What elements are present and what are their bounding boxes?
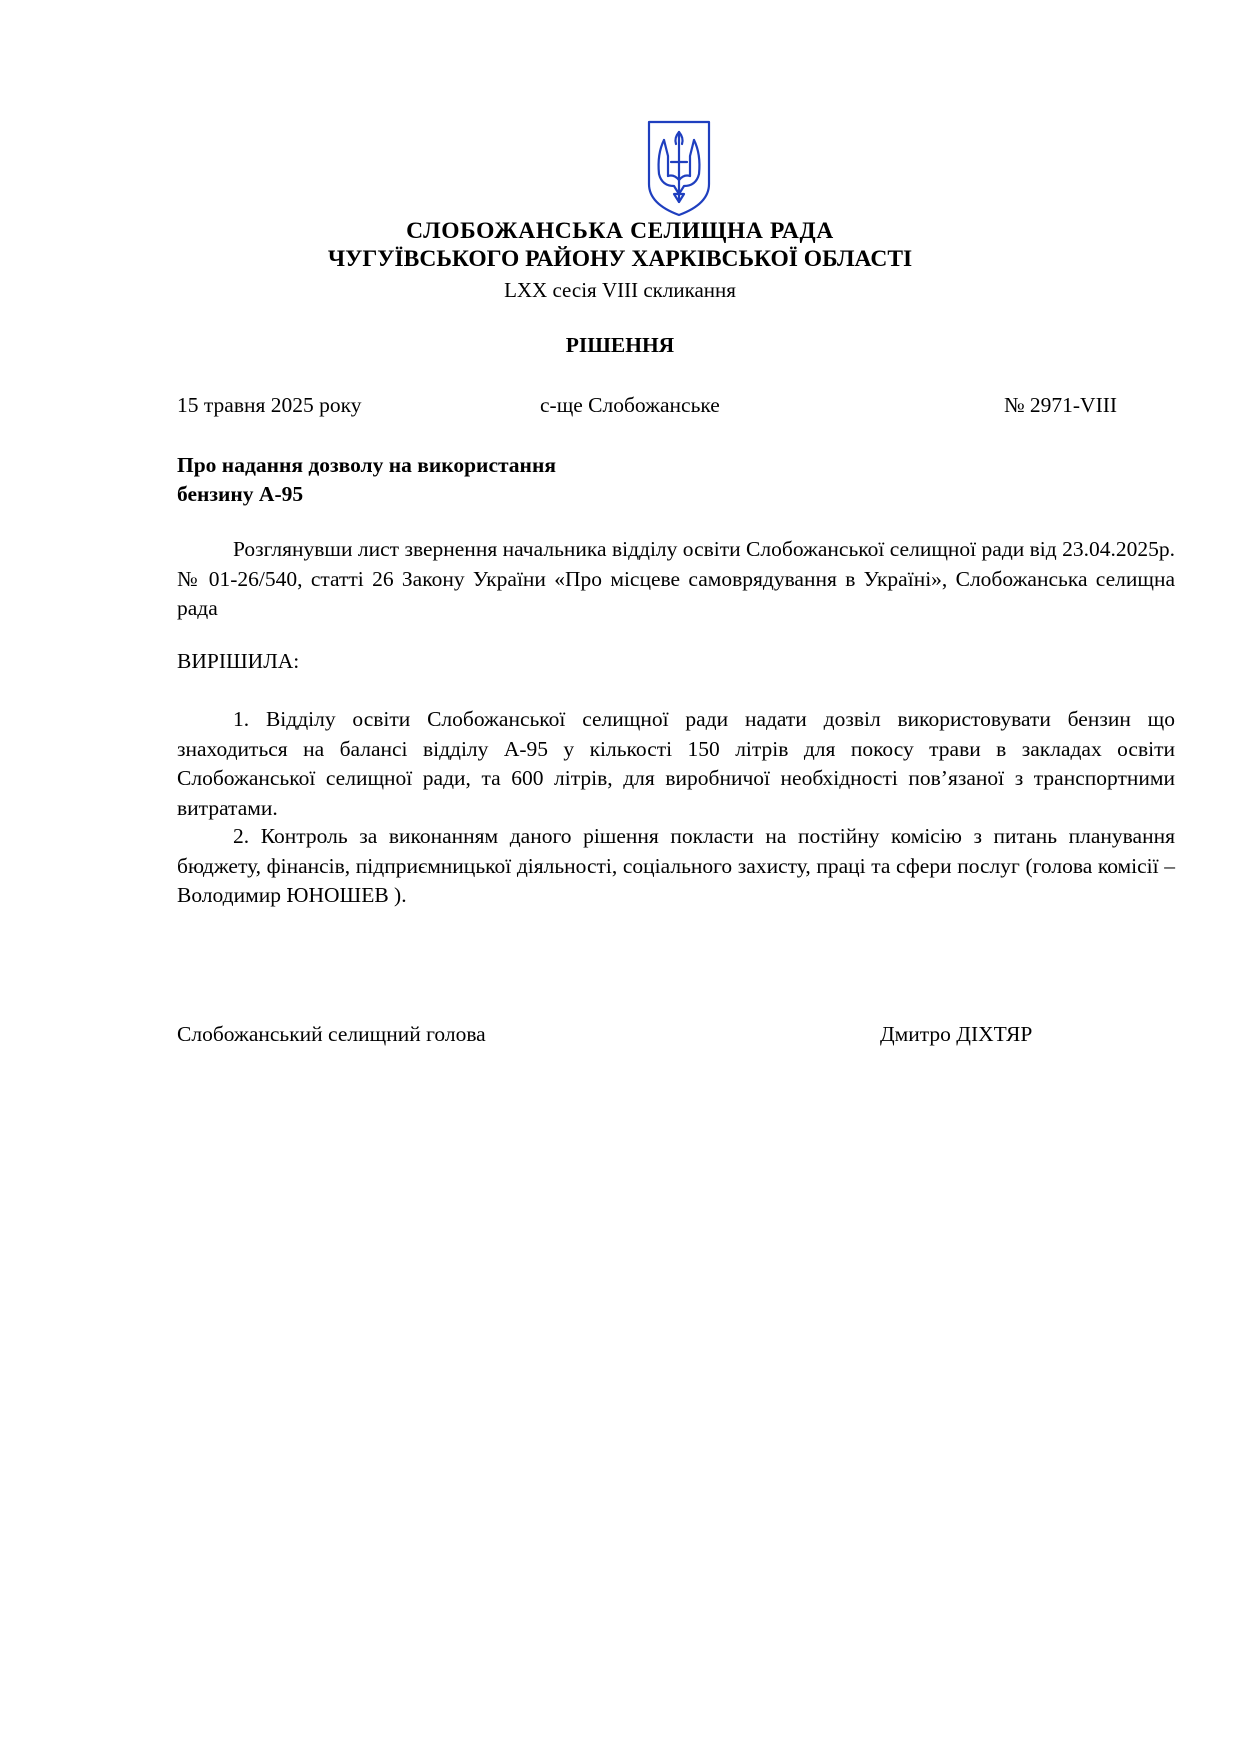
document-type-title: РІШЕННЯ — [565, 333, 675, 357]
decision-place: с-ще Слобожанське — [540, 393, 720, 417]
signatory-name: Дмитро ДІХТЯР — [880, 1022, 1033, 1046]
session-info: LXX сесія VIII скликання — [504, 278, 736, 302]
signatory-position: Слобожанський селищний голова — [177, 1022, 486, 1046]
intro-paragraph: Розглянувши лист звернення начальника відділу освіти Слобожанської селищної ради від 23.04.2025р. № 01-26/540, статті 26 Закону України «Про місцеве самоврядування в Україні», Слобожанська селищна рада — [177, 537, 1175, 620]
trident-coat-of-arms-icon — [644, 118, 714, 218]
decided-label: ВИРІШИЛА: — [177, 649, 300, 673]
subject-line-2: бензину А-95 — [177, 482, 304, 506]
decision-subject — [177, 451, 556, 509]
decision-number: № 2971-VIII — [1004, 393, 1118, 417]
region-name: ЧУГУЇВСЬКОГО РАЙОНУ ХАРКІВСЬКОЇ ОБЛАСТІ — [327, 246, 913, 272]
decision-item-1: 1. Відділу освіти Слобожанської селищної ради надати дозвіл використовувати бензин що знаходиться на балансі відділу А-95 у кількості 150 літрів для покосу трави в закладах освіти Слобожанської селищної ради, та 600 літрів, для виробничої необхідності пов’язаної з транспортними витратами. — [177, 707, 1175, 820]
decision-date: 15 травня 2025 року — [177, 393, 362, 417]
subject-line-1: Про надання дозволу на використання — [177, 453, 556, 477]
decision-item-2: 2. Контроль за виконанням даного рішення покласти на постійну комісію з питань планування бюджету, фінансів, підприємницької діяльності, соціального захисту, праці та сфери послуг (голова комісії – Володимир ЮНОШЕВ ). — [177, 824, 1175, 907]
council-name: СЛОБОЖАНСЬКА СЕЛИЩНА РАДА — [406, 218, 834, 244]
